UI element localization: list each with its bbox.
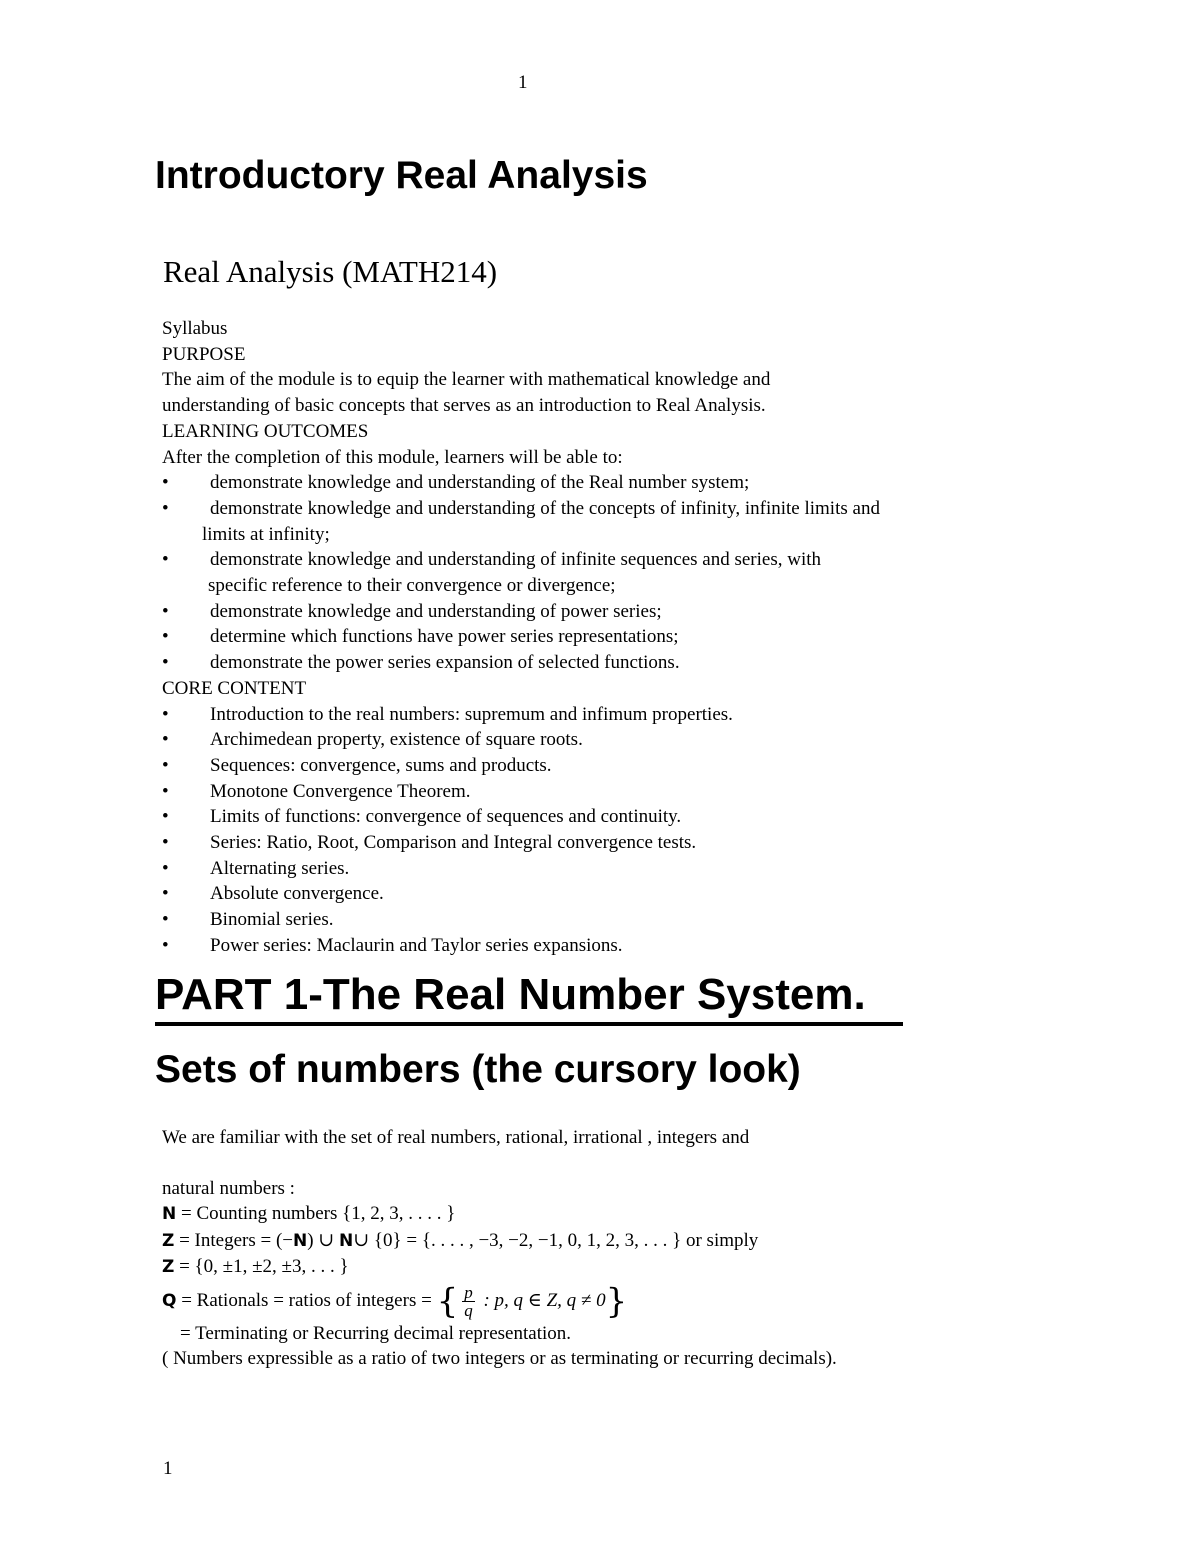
core-item	[162, 830, 1042, 856]
purpose-heading: PURPOSE	[162, 343, 246, 365]
footer-page-number: 1	[163, 1458, 173, 1479]
core-item	[162, 856, 1042, 882]
bullet-icon: •	[162, 472, 169, 494]
fraction-p-over-q	[462, 1284, 475, 1319]
bullet-icon: •	[162, 497, 169, 519]
integers-text: ) ∪	[307, 1229, 339, 1251]
integers-symbol: Z	[162, 1230, 175, 1251]
bullet-icon: •	[162, 934, 169, 956]
set-brace-open: {	[436, 1281, 459, 1322]
purpose-text-line: understanding of basic concepts that serves as an introduction to Real Analysis.	[162, 395, 766, 417]
purpose-text-line: The aim of the module is to equip the learner with mathematical knowledge and	[162, 369, 771, 391]
bullet-icon: •	[162, 703, 169, 725]
core-item-text: Power series: Maclaurin and Taylor series expansions.	[210, 934, 623, 956]
outcome-item	[162, 470, 1042, 496]
rationals-decimal-representation: = Terminating or Recurring decimal representation.	[180, 1322, 572, 1344]
core-item	[162, 779, 1042, 805]
syllabus-section	[162, 316, 1042, 959]
core-item	[162, 727, 1042, 753]
core-item	[162, 804, 1042, 830]
part-heading-text: PART 1-The Real Number System	[155, 970, 854, 1019]
syllabus-label: Syllabus	[162, 318, 228, 339]
integers-simple-text: = {0, ±1, ±2, ±3, . . . }	[174, 1256, 349, 1277]
core-item-text: Archimedean property, existence of square roots.	[210, 729, 583, 751]
outcomes-intro: After the completion of this module, learners will be able to:	[162, 446, 623, 468]
core-item-text: Absolute convergence.	[210, 883, 384, 905]
integers-text: ∪ {0} = {. . . . , −3, −2, −1, 0, 1, 2, 3, . . . } or simply	[353, 1229, 759, 1251]
natural-numbers-symbol: N	[338, 1230, 354, 1251]
sets-section-body	[162, 1125, 837, 1372]
bullet-icon: •	[162, 729, 169, 751]
outcomes-heading: LEARNING OUTCOMES	[162, 420, 369, 442]
outcome-text: demonstrate knowledge and understanding of the concepts of infinity, infinite limits and	[210, 497, 880, 519]
bullet-icon: •	[162, 600, 169, 622]
core-item-text: Alternating series.	[210, 857, 350, 879]
core-item	[162, 907, 1042, 933]
outcome-item	[162, 496, 1042, 522]
section-heading: Sets of numbers (the cursory look)	[155, 1048, 801, 1091]
rationals-symbol: Q	[162, 1290, 177, 1311]
outcome-text-continuation: specific reference to their convergence or divergence;	[208, 575, 616, 597]
bullet-icon: •	[162, 857, 169, 879]
bullet-icon: •	[162, 832, 169, 854]
bullet-icon: •	[162, 652, 169, 674]
intro-line: We are familiar with the set of real numbers, rational, irrational , integers and	[162, 1127, 750, 1148]
core-content-heading: CORE CONTENT	[162, 677, 307, 699]
part-heading-underline	[155, 1022, 903, 1026]
rationals-text: = Rationals = ratios of integers =	[176, 1289, 437, 1311]
outcome-text-continuation: limits at infinity;	[202, 523, 330, 545]
bullet-icon: •	[162, 549, 169, 571]
core-item	[162, 702, 1042, 728]
integers-symbol: Z	[162, 1257, 175, 1277]
core-item-text: Monotone Convergence Theorem.	[210, 780, 471, 802]
rationals-note: ( Numbers expressible as a ratio of two integers or as terminating or recurring decimals).	[162, 1348, 837, 1369]
header-page-number: 1	[518, 72, 528, 93]
core-item-text: Series: Ratio, Root, Comparison and Integral convergence tests.	[210, 832, 697, 854]
outcome-item	[162, 547, 1042, 573]
set-brace-close: }	[605, 1281, 628, 1322]
fraction-numerator: p	[464, 1282, 473, 1302]
intro-line: natural numbers :	[162, 1177, 295, 1199]
outcome-item	[162, 624, 1042, 650]
bullet-icon: •	[162, 626, 169, 648]
outcome-item	[162, 599, 1042, 625]
document-title: Introductory Real Analysis	[155, 154, 648, 197]
set-condition: : p, q ∈ Z, q ≠ 0	[478, 1289, 606, 1311]
rationals-definition	[162, 1281, 837, 1321]
natural-numbers-definition	[162, 1201, 837, 1228]
natural-numbers-symbol: N	[293, 1230, 308, 1251]
fraction-denominator: q	[464, 1300, 473, 1320]
bullet-icon: •	[162, 780, 169, 802]
integers-simple-definition	[162, 1254, 837, 1281]
integers-definition	[162, 1228, 837, 1255]
outcome-item	[162, 650, 1042, 676]
bullet-icon: •	[162, 754, 169, 776]
core-item-text: Binomial series.	[210, 909, 334, 931]
core-item	[162, 933, 1042, 959]
core-item-text: Introduction to the real numbers: supremum and infimum properties.	[210, 703, 733, 725]
core-item-text: Sequences: convergence, sums and products.	[210, 754, 552, 776]
bullet-icon: •	[162, 909, 169, 931]
outcome-text: determine which functions have power series representations;	[210, 626, 679, 648]
integers-text: = Integers = (−	[174, 1229, 293, 1251]
natural-numbers-text: = Counting numbers {1, 2, 3, . . . . }	[176, 1203, 456, 1224]
outcome-text: demonstrate the power series expansion of selected functions.	[210, 652, 680, 674]
outcome-text: demonstrate knowledge and understanding of infinite sequences and series, with	[210, 549, 821, 571]
course-subtitle: Real Analysis (MATH214)	[163, 254, 498, 289]
outcome-text: demonstrate knowledge and understanding of the Real number system;	[210, 472, 750, 494]
part-heading	[155, 970, 866, 1020]
core-item	[162, 753, 1042, 779]
part-heading-period: .	[853, 970, 866, 1019]
bullet-icon: •	[162, 806, 169, 828]
outcome-text: demonstrate knowledge and understanding of power series;	[210, 600, 662, 622]
core-item	[162, 881, 1042, 907]
bullet-icon: •	[162, 883, 169, 905]
core-item-text: Limits of functions: convergence of sequences and continuity.	[210, 806, 682, 828]
natural-numbers-symbol: N	[162, 1204, 177, 1224]
